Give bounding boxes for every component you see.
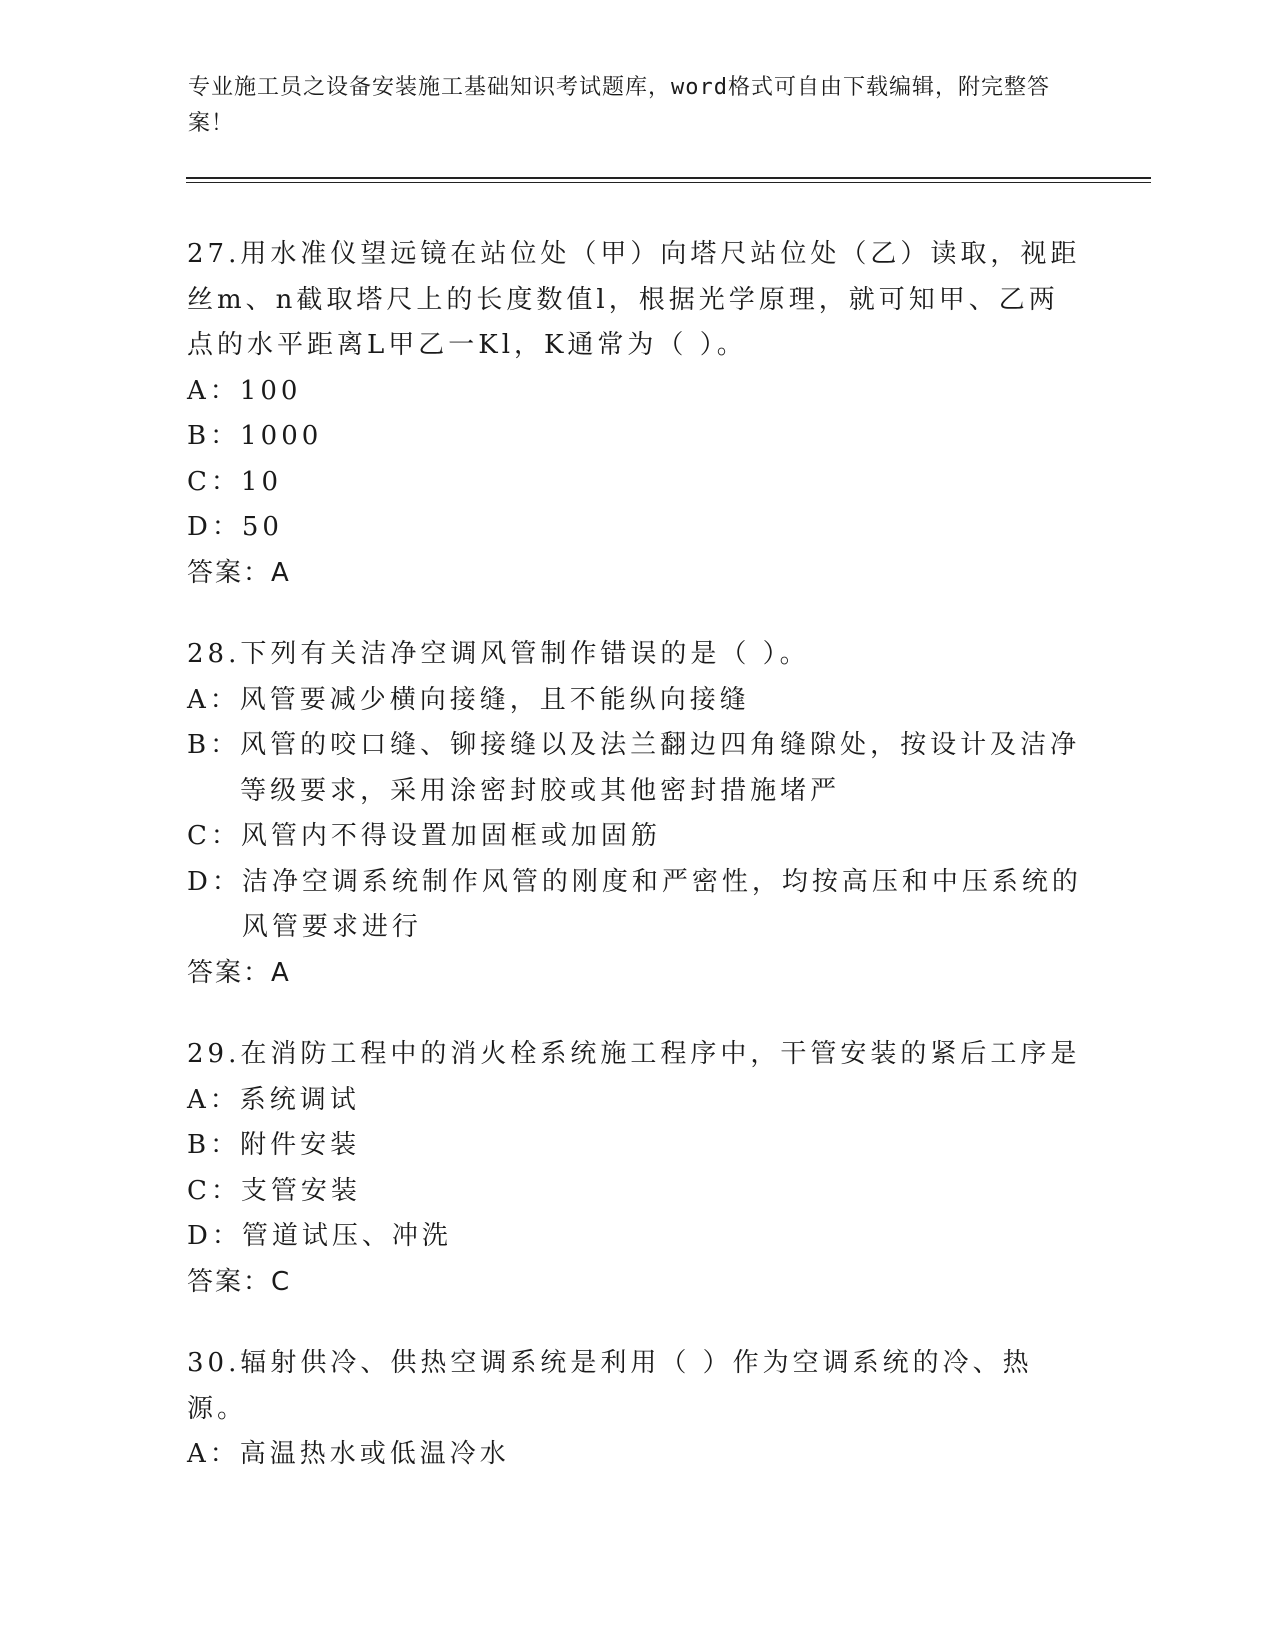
option-key: B： <box>187 1130 241 1160</box>
option-key: D： <box>187 512 242 542</box>
option-text: 附件安装 <box>240 1130 361 1160</box>
header-rule-thick <box>186 177 1151 179</box>
option-key: A： <box>187 375 240 406</box>
option-text: 高温热水或低温冷水 <box>239 1439 510 1469</box>
option-b <box>187 723 1087 814</box>
question-27 <box>187 232 1087 596</box>
answer-line: 答案：C <box>187 1266 292 1297</box>
option-c <box>187 460 1087 506</box>
option-a <box>187 678 1087 724</box>
option-d <box>187 505 1087 551</box>
question-stem: 30.辐射供冷、供热空调系统是利用（ ）作为空调系统的冷、热源。 <box>187 1348 1033 1424</box>
option-key: B： <box>187 421 241 451</box>
answer-line: 答案：A <box>187 557 291 588</box>
question-stem: 27.用水准仪望远镜在站位处（甲）向塔尺站位处（乙）读取，视距丝m、n截取塔尺上的长度数值l，根据光学原理，就可知甲、乙两点的水平距离L甲乙一Kl，K通常为（ ）。 <box>187 239 1081 360</box>
question-stem: 28.下列有关洁净空调风管制作错误的是（ ）。 <box>187 639 810 669</box>
option-text: 管道试压、冲洗 <box>241 1221 452 1251</box>
option-text: 50 <box>241 512 283 542</box>
option-text: 系统调试 <box>239 1084 360 1115</box>
option-a <box>187 1432 1087 1478</box>
option-key: B： <box>187 730 241 760</box>
option-b <box>187 414 1087 460</box>
header-rule-thin <box>186 182 1151 183</box>
question-28 <box>187 632 1087 996</box>
option-key: C： <box>187 1175 241 1206</box>
document-header: 专业施工员之设备安装施工基础知识考试题库，word格式可自由下载编辑，附完整答案！ <box>188 75 1050 136</box>
option-key: D： <box>187 1221 242 1251</box>
option-key: A： <box>187 1439 240 1469</box>
option-key: A： <box>187 684 240 715</box>
option-c <box>187 1169 1087 1215</box>
option-key: C： <box>187 466 241 497</box>
option-text: 洁净空调系统制作风管的刚度和严密性，均按高压和中压系统的风管要求进行 <box>241 866 1082 942</box>
option-text: 支管安装 <box>240 1175 361 1206</box>
question-list <box>187 232 1087 1514</box>
option-key: C： <box>187 821 241 851</box>
option-text: 10 <box>240 466 282 497</box>
option-text: 1000 <box>240 421 323 451</box>
option-c <box>187 814 1087 860</box>
answer-line: 答案：A <box>187 957 291 988</box>
option-key: A： <box>187 1084 240 1115</box>
question-stem: 29.在消防工程中的消火栓系统施工程序中，干管安装的紧后工序是 <box>187 1039 1081 1069</box>
option-text: 100 <box>239 375 302 406</box>
option-a <box>187 1078 1087 1124</box>
option-text: 风管的咬口缝、铆接缝以及法兰翻边四角缝隙处，按设计及洁净等级要求，采用涂密封胶或其他密封措施堵严 <box>240 730 1081 806</box>
question-29 <box>187 1032 1087 1305</box>
question-30 <box>187 1341 1087 1478</box>
option-b <box>187 1123 1087 1169</box>
option-d <box>187 860 1087 951</box>
option-text: 风管内不得设置加固框或加固筋 <box>240 821 661 851</box>
option-d <box>187 1214 1087 1260</box>
option-a <box>187 369 1087 415</box>
option-key: D： <box>187 866 242 897</box>
option-text: 风管要减少横向接缝，且不能纵向接缝 <box>239 684 750 715</box>
